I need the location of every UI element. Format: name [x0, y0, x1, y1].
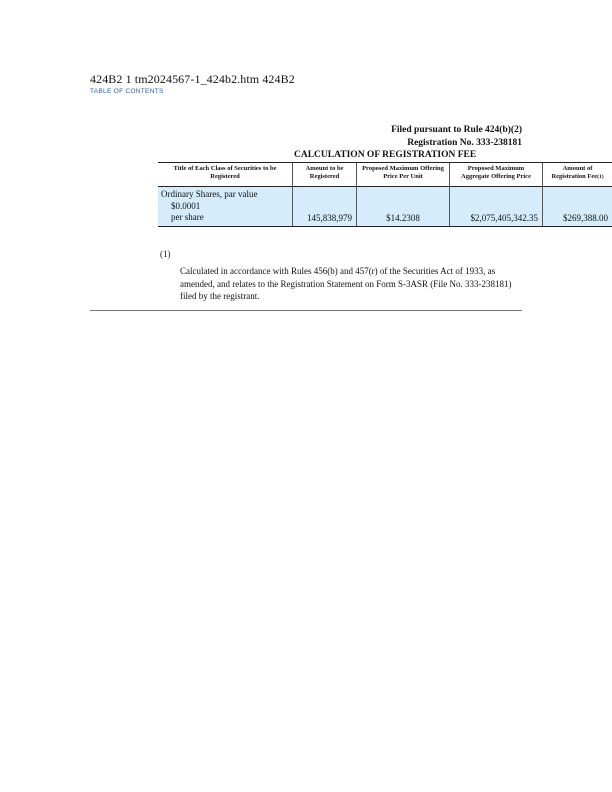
security-title-line-2: $0.0001 [171, 200, 201, 211]
cell-aggregate-price: $2,075,405,342.35 [450, 187, 543, 227]
header-registration-fee-label: Amount of Registration Fee [551, 165, 598, 181]
registration-number: Registration No. 333-238181 [407, 138, 522, 148]
filed-pursuant-line: Filed pursuant to Rule 424(b)(2) [391, 125, 522, 135]
cell-registration-fee: $269,388.00 [543, 187, 612, 227]
fee-footnote-marker: (1) [597, 174, 604, 181]
cell-amount-registered: 145,838,979 [293, 187, 357, 227]
table-row [158, 187, 612, 227]
header-price-per-unit: Proposed Maximum Offering Price Per Unit [357, 163, 450, 187]
table-of-contents-link[interactable]: TABLE OF CONTENTS [90, 88, 164, 95]
header-aggregate-price [450, 163, 543, 187]
cell-price-per-unit: $14.2308 [357, 187, 450, 227]
footnote-text: Calculated in accordance with Rules 456(b) and 457(r) of the Securities Act of 1933, as amended, and relates to the Registration Statement on Form S-3ASR (File No. 333-238181) filed by the registrant. [180, 266, 512, 302]
security-title-line-1: Ordinary Shares, par value [161, 189, 258, 200]
footnote-marker: (1) [160, 249, 171, 259]
registration-fee-table [158, 162, 612, 227]
header-title-of-class: Title of Each Class of Securities to be Registered [158, 163, 293, 187]
table-header-row [158, 163, 612, 187]
document-header: 424B2 1 tm2024567-1_424b2.htm 424B2 [90, 72, 295, 86]
calculation-table-title: CALCULATION OF REGISTRATION FEE [294, 150, 477, 160]
security-title-line-3: per share [171, 211, 204, 222]
header-aggregate-price-label: Proposed Maximum Aggregate Offering Price [461, 165, 531, 181]
header-registration-fee [543, 163, 612, 187]
cell-security-title [158, 187, 293, 227]
header-amount-registered: Amount to be Registered [293, 163, 357, 187]
horizontal-rule [90, 310, 522, 311]
